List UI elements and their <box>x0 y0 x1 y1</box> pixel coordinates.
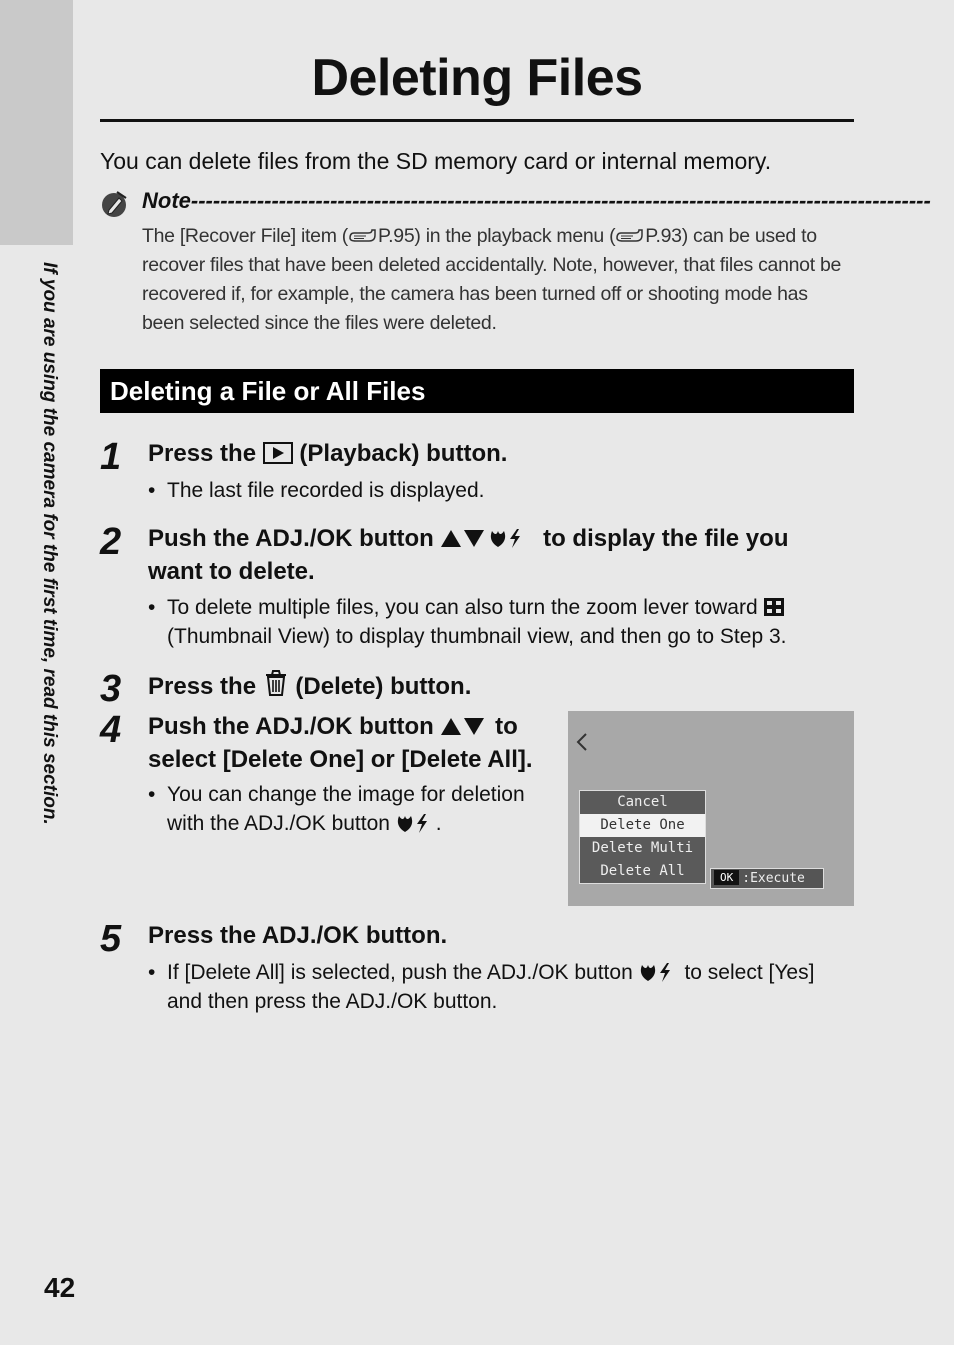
step-heading <box>148 710 558 776</box>
left-arrow-icon <box>576 733 588 751</box>
step-heading-text: (Delete) button. <box>295 673 472 700</box>
step-heading <box>148 522 848 588</box>
note-text: ) can be used to recover files that have been deleted accidentally. Note, however, that files cannot be recovered if, for example, the camera has been turned off or shooting mode has been selected since the files were deleted. <box>142 225 842 334</box>
trash-icon <box>263 669 289 697</box>
delete-menu <box>579 790 706 884</box>
execute-label: :Execute <box>742 871 805 886</box>
page-title: Deleting Files <box>311 49 643 107</box>
step-number: 5 <box>100 918 122 960</box>
step-bullet: • The last file recorded is displayed. <box>148 476 848 505</box>
step-heading-text: Push the ADJ./OK button <box>148 713 434 740</box>
step-number: 1 <box>100 436 122 478</box>
chapter-tab <box>0 0 73 245</box>
note-dashes: ----------------------------------------------------------------------------------------------------- <box>190 188 931 213</box>
thumbnail-view-icon <box>763 597 785 617</box>
note-text: ) in the playback menu ( <box>414 225 616 247</box>
bullet-text: . <box>435 812 442 835</box>
note-pencil-icon <box>100 190 128 218</box>
bullet-text: If [Delete All] is selected, push the ADJ./OK button <box>167 961 633 984</box>
step-heading: Press the ADJ./OK button. <box>148 922 448 949</box>
step-heading-text: Press the <box>148 440 257 467</box>
bullet-text: (Thumbnail View) to display thumbnail view, and then go to Step 3. <box>167 625 787 648</box>
macro-flash-icon <box>639 962 679 982</box>
step-bullet: • You can change the image for deletion with the ADJ./OK button . <box>148 783 525 835</box>
step-bullet: • If [Delete All] is selected, push the ADJ./OK button to select [Yes] and then press the ADJ./OK button. <box>148 961 815 1013</box>
step-heading-text: to display the file you want to delete. <box>148 525 789 585</box>
menu-item-cancel[interactable]: Cancel <box>617 794 668 810</box>
bullet-text: To delete multiple files, you can also turn the zoom lever toward <box>167 596 758 619</box>
step-heading-text: to select [Delete One] or [Delete All]. <box>148 713 533 773</box>
menu-item-delete-one[interactable]: Delete One <box>580 814 705 837</box>
bullet-text: to select [Yes] and then press the ADJ./OK button. <box>167 961 815 1013</box>
step-bullet: • To delete multiple files, you can also turn the zoom lever toward (Thumbnail View) to display thumbnail view, and then go to Step 3. <box>148 596 787 648</box>
chapter-caption: If you are using the camera for the first time, read this section. <box>39 262 60 825</box>
step-heading-text: Press the <box>148 673 257 700</box>
bullet-text: You can change the image for deletion with the ADJ./OK button <box>167 783 525 835</box>
menu-item-delete-multi[interactable]: Delete Multi <box>591 840 694 856</box>
note-ref-p95[interactable]: P.95 <box>377 225 415 247</box>
up-down-icon <box>440 715 488 737</box>
step-heading <box>148 669 471 703</box>
intro-text: You can delete files from the SD memory card or internal memory. <box>100 148 772 174</box>
section-heading: Deleting a File or All Files <box>110 376 426 406</box>
step-number: 4 <box>100 709 122 751</box>
note-text: The [Recover File] item ( <box>142 225 348 247</box>
section-heading-bar <box>100 369 854 413</box>
bullet-text: The last file recorded is displayed. <box>167 479 485 502</box>
step-heading-text: (Playback) button. <box>299 440 508 467</box>
playback-button-icon <box>263 442 293 464</box>
note-label: Note <box>142 188 191 213</box>
note-ref-p93[interactable]: P.93 <box>645 225 682 247</box>
ok-key: OK <box>714 870 739 885</box>
menu-item-delete-all[interactable]: Delete All <box>600 863 685 879</box>
execute-hint <box>710 868 824 889</box>
note-body <box>142 222 854 338</box>
title-rule <box>100 119 854 122</box>
camera-screen-preview <box>568 711 854 906</box>
step-heading <box>148 437 507 470</box>
step-number: 3 <box>100 668 122 710</box>
step-number: 2 <box>100 521 122 563</box>
step-heading-text: Push the ADJ./OK button <box>148 525 434 552</box>
up-down-macro-flash-icon <box>440 527 536 549</box>
page-reference-hand-icon <box>615 226 645 244</box>
page-number: 42 <box>44 1272 76 1303</box>
note-heading <box>142 188 931 218</box>
macro-flash-icon <box>396 813 436 833</box>
page-reference-hand-icon <box>348 226 378 244</box>
